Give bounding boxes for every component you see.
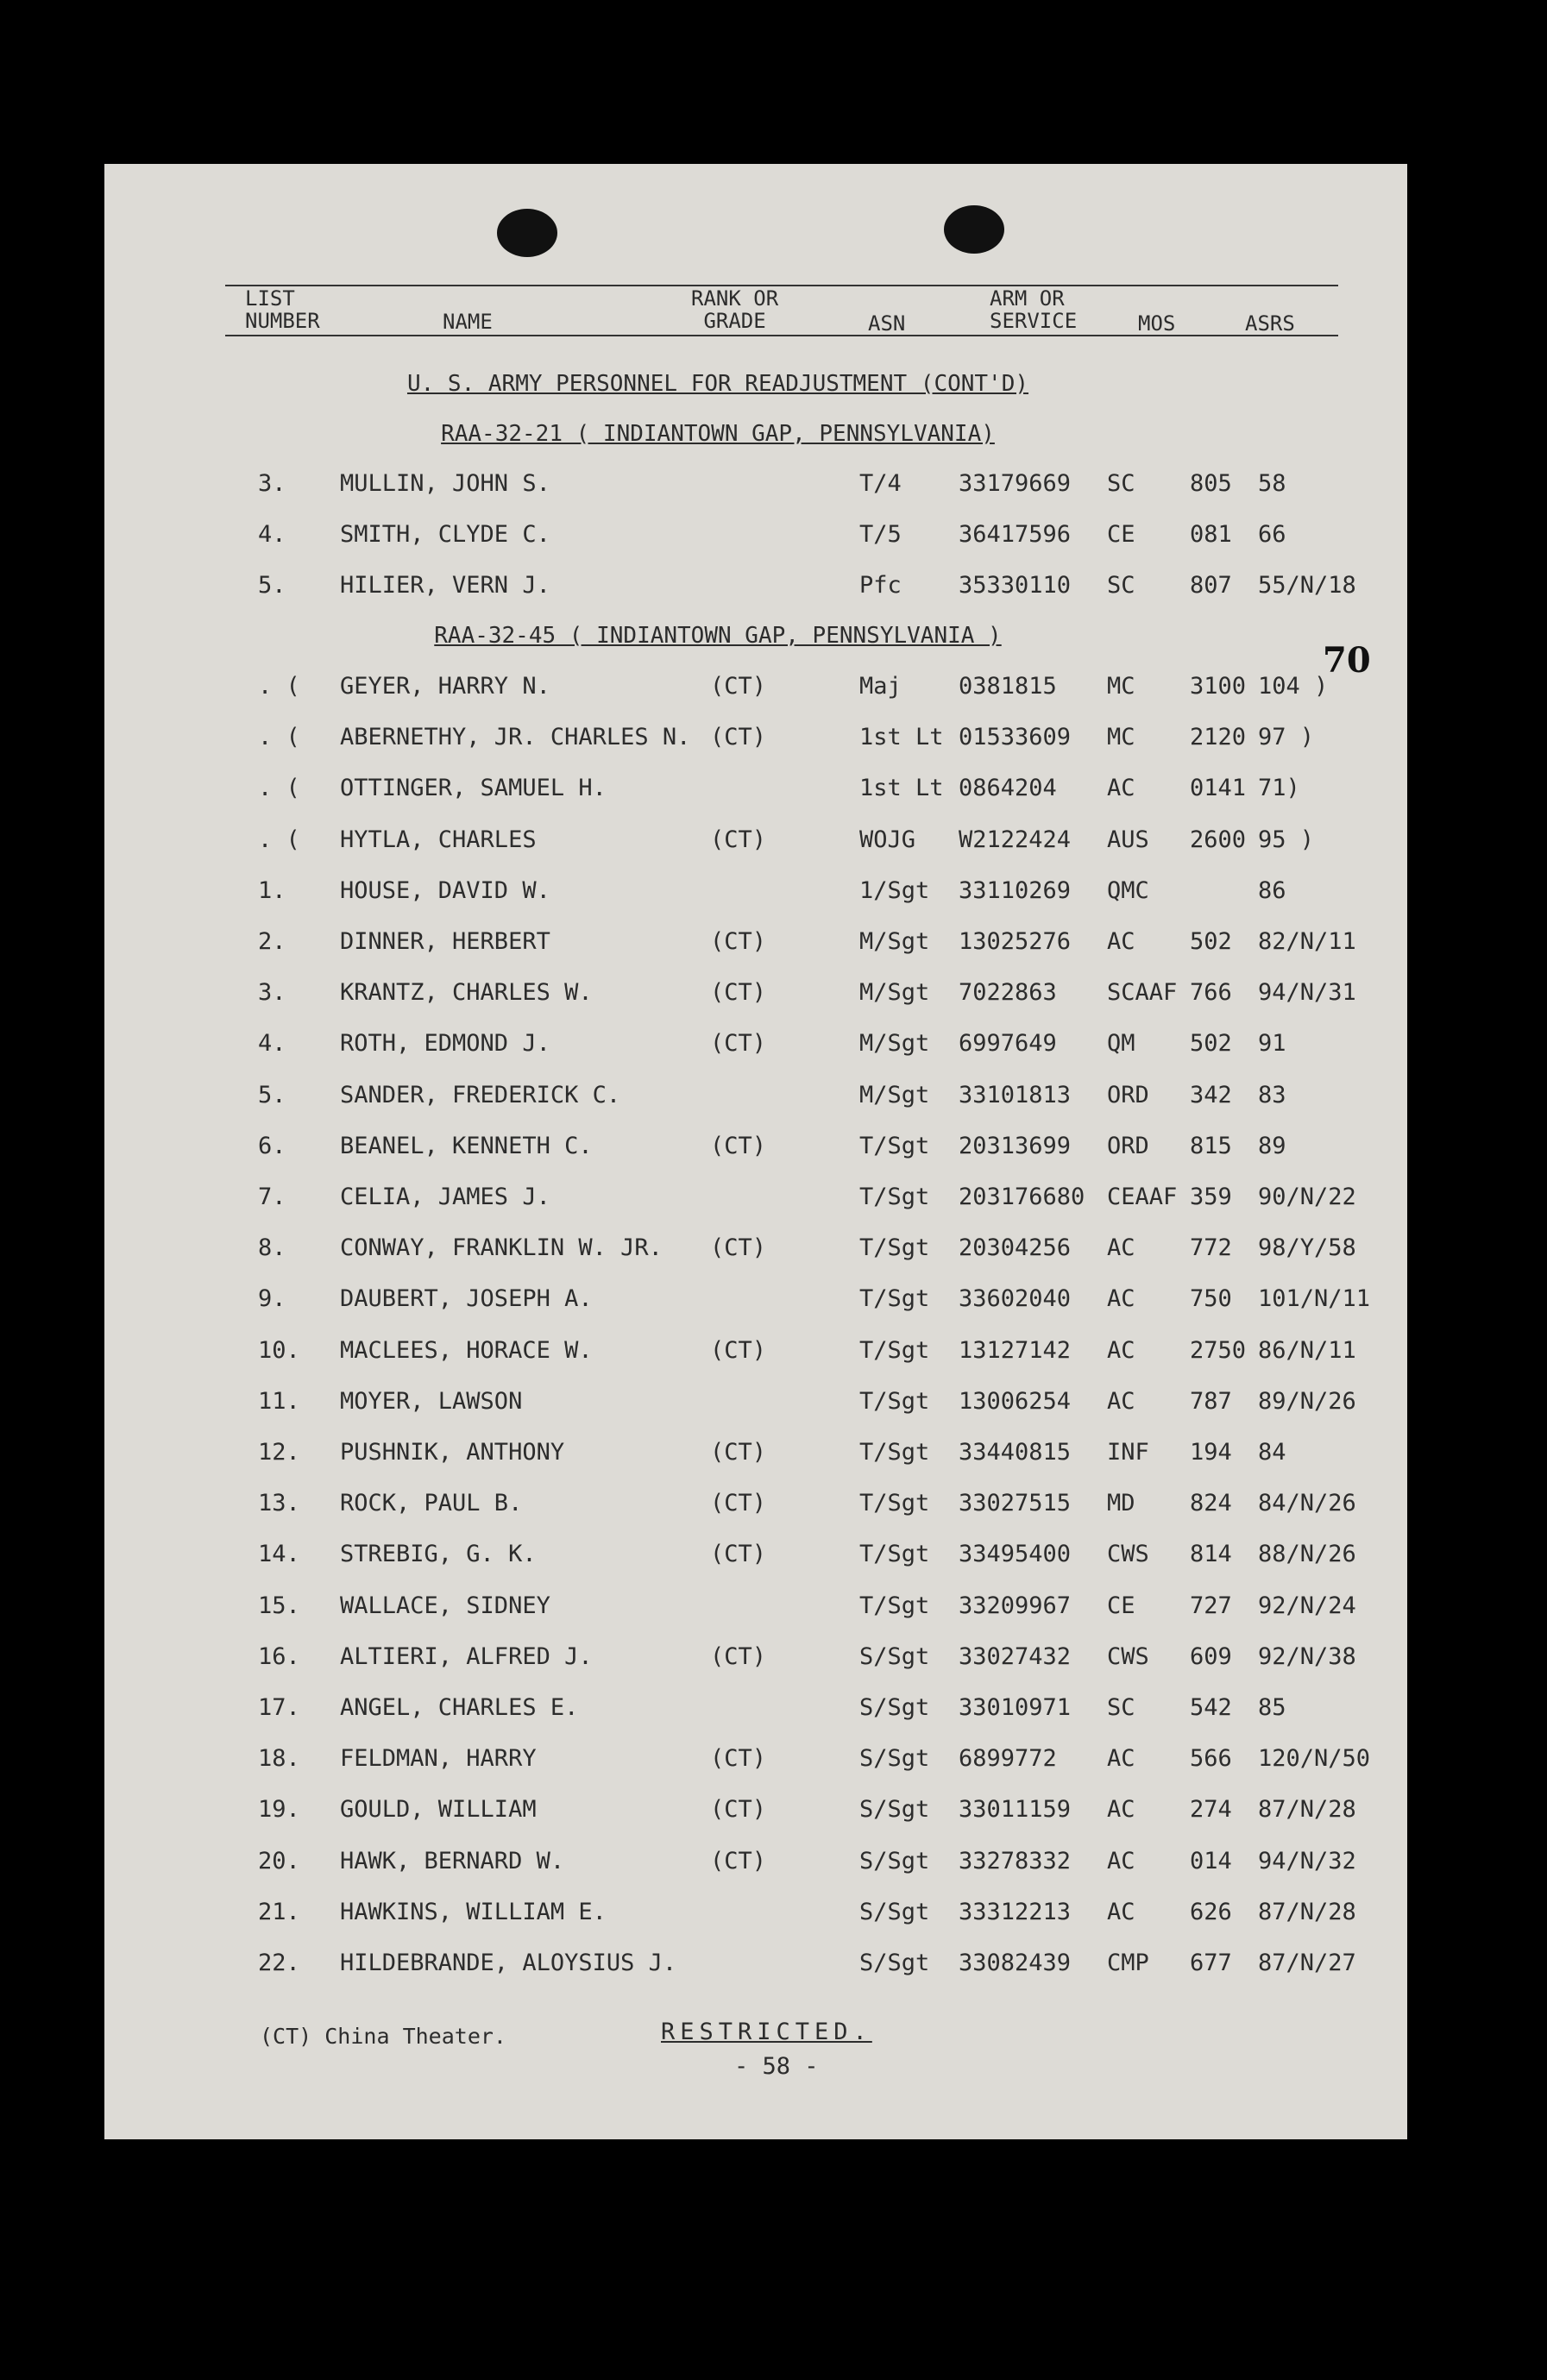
name-cell: CONWAY, FRANKLIN W. JR. — [340, 1234, 663, 1262]
arm-or-service-cell: AC — [1107, 1234, 1135, 1262]
grade-cell: T/Sgt — [859, 1285, 930, 1313]
list-number-cell: 21. — [258, 1898, 300, 1925]
mos-cell: 3100 — [1190, 673, 1247, 700]
grade-cell: M/Sgt — [859, 928, 930, 955]
arm-or-service-cell: AUS — [1107, 826, 1149, 853]
asn-cell: 33110269 — [959, 876, 1072, 904]
asn-cell: 33312213 — [959, 1898, 1072, 1925]
header-arm-label: ARM OR — [990, 286, 1065, 311]
mos-cell: 677 — [1190, 1950, 1232, 1976]
list-number-cell: 17. — [258, 1694, 300, 1721]
name-cell: DAUBERT, JOSEPH A. — [340, 1285, 593, 1313]
name-cell: FELDMAN, HARRY — [340, 1745, 537, 1773]
grade-cell: M/Sgt — [859, 1081, 930, 1108]
ct-marker-cell: (CT) — [710, 1796, 767, 1824]
arm-or-service-cell: SCAAF — [1107, 979, 1178, 1007]
asrs-cell: 86 — [1258, 876, 1286, 904]
arm-or-service-cell: AC — [1107, 1847, 1135, 1874]
asn-cell: 33011159 — [959, 1796, 1072, 1824]
name-cell: HYTLA, CHARLES — [340, 826, 537, 853]
asrs-cell: 94/N/31 — [1258, 979, 1356, 1007]
page-number: - 58 - — [734, 2053, 819, 2080]
name-cell: ROCK, PAUL B. — [340, 1490, 523, 1517]
header-list-number — [245, 287, 320, 332]
grade-cell: M/Sgt — [859, 979, 930, 1007]
asrs-cell: 84 — [1258, 1439, 1286, 1466]
list-number-cell: 8. — [258, 1234, 286, 1262]
asrs-cell: 97 ) — [1258, 724, 1315, 751]
arm-or-service-cell: AC — [1107, 1387, 1135, 1415]
table-row — [104, 775, 1407, 813]
table-row — [104, 1592, 1407, 1630]
name-cell: HILDEBRANDE, ALOYSIUS J. — [340, 1950, 677, 1976]
arm-or-service-cell: ORD — [1107, 1081, 1149, 1108]
table-row — [104, 1541, 1407, 1579]
punch-hole-right — [944, 205, 1004, 254]
asn-cell: 20313699 — [959, 1132, 1072, 1159]
asn-cell: 20304256 — [959, 1234, 1072, 1262]
mos-cell: 502 — [1190, 1030, 1232, 1058]
header-asn: ASN — [868, 311, 906, 336]
section-title-raa-32-45: RAA-32-45 ( INDIANTOWN GAP, PENNSYLVANIA ) — [434, 623, 1002, 649]
mos-cell: 081 — [1190, 521, 1232, 548]
table-row — [104, 1082, 1407, 1120]
grade-cell: T/Sgt — [859, 1490, 930, 1517]
table-row — [104, 1439, 1407, 1477]
arm-or-service-cell: SC — [1107, 470, 1135, 497]
asrs-cell: 90/N/22 — [1258, 1184, 1356, 1210]
ct-marker-cell: (CT) — [710, 928, 767, 955]
mos-cell: 2750 — [1190, 1336, 1247, 1364]
asn-cell: 33495400 — [959, 1541, 1072, 1568]
name-cell: DINNER, HERBERT — [340, 928, 550, 955]
arm-or-service-cell: ORD — [1107, 1132, 1149, 1159]
list-number-cell: 7. — [258, 1184, 286, 1210]
list-number-cell: 11. — [258, 1387, 300, 1415]
mos-cell: 772 — [1190, 1234, 1232, 1262]
grade-cell: S/Sgt — [859, 1898, 930, 1925]
grade-cell: Pfc — [859, 572, 902, 599]
grade-cell: T/4 — [859, 470, 902, 497]
grade-cell: S/Sgt — [859, 1950, 930, 1976]
mos-cell: 542 — [1190, 1694, 1232, 1721]
table-row — [104, 928, 1407, 966]
name-cell: ABERNETHY, JR. CHARLES N. — [340, 724, 691, 751]
table-row — [104, 1950, 1407, 1988]
list-number-cell: 18. — [258, 1745, 300, 1773]
asrs-cell: 94/N/32 — [1258, 1847, 1356, 1874]
list-number-cell: . ( — [258, 826, 300, 853]
grade-cell: M/Sgt — [859, 1030, 930, 1058]
grade-cell: T/Sgt — [859, 1234, 930, 1262]
list-number-cell: . ( — [258, 724, 300, 751]
name-cell: CELIA, JAMES J. — [340, 1184, 550, 1210]
asn-cell: 6899772 — [959, 1745, 1057, 1773]
name-cell: ROTH, EDMOND J. — [340, 1030, 550, 1058]
arm-or-service-cell: MD — [1107, 1490, 1135, 1517]
ct-marker-cell: (CT) — [710, 1234, 767, 1262]
asrs-cell: 92/N/24 — [1258, 1592, 1356, 1619]
mos-cell: 342 — [1190, 1081, 1232, 1108]
grade-cell: 1st Lt — [859, 724, 944, 751]
asrs-cell: 91 — [1258, 1030, 1286, 1058]
asrs-cell: 58 — [1258, 470, 1286, 497]
name-cell: ALTIERI, ALFRED J. — [340, 1642, 593, 1670]
mos-cell: 766 — [1190, 979, 1232, 1007]
table-row — [104, 1030, 1407, 1068]
asrs-cell: 87/N/28 — [1258, 1796, 1356, 1824]
header-name: NAME — [443, 310, 493, 334]
grade-cell: S/Sgt — [859, 1694, 930, 1721]
list-number-cell: 4. — [258, 521, 286, 548]
ct-marker-cell: (CT) — [710, 1030, 767, 1058]
asn-cell: 203176680 — [959, 1184, 1085, 1210]
list-number-cell: 5. — [258, 1081, 286, 1108]
asrs-cell: 120/N/50 — [1258, 1745, 1371, 1773]
asn-cell: 13127142 — [959, 1336, 1072, 1364]
list-number-cell: 6. — [258, 1132, 286, 1159]
name-cell: PUSHNIK, ANTHONY — [340, 1439, 565, 1466]
name-cell: MACLEES, HORACE W. — [340, 1336, 593, 1364]
asrs-cell: 95 ) — [1258, 826, 1315, 853]
grade-cell: T/Sgt — [859, 1541, 930, 1568]
mos-cell: 194 — [1190, 1439, 1232, 1466]
table-row — [104, 877, 1407, 915]
ct-marker-cell: (CT) — [710, 673, 767, 700]
list-number-cell: 19. — [258, 1796, 300, 1824]
mos-cell: 807 — [1190, 572, 1232, 599]
mos-cell: 0141 — [1190, 775, 1247, 802]
name-cell: HILIER, VERN J. — [340, 572, 550, 599]
arm-or-service-cell: QMC — [1107, 876, 1149, 904]
asn-cell: 36417596 — [959, 521, 1072, 548]
list-number-cell: 10. — [258, 1336, 300, 1364]
table-row — [104, 1388, 1407, 1426]
asrs-cell: 98/Y/58 — [1258, 1234, 1356, 1262]
asrs-cell: 85 — [1258, 1694, 1286, 1721]
asn-cell: 01533609 — [959, 724, 1072, 751]
list-number-cell: 13. — [258, 1490, 300, 1517]
restricted-marking: RESTRICTED. — [661, 2019, 872, 2045]
asrs-cell: 86/N/11 — [1258, 1336, 1356, 1364]
list-number-cell: 5. — [258, 572, 286, 599]
name-cell: MULLIN, JOHN S. — [340, 470, 550, 497]
mos-cell: 014 — [1190, 1847, 1232, 1874]
footnote: (CT) China Theater. — [260, 2024, 506, 2049]
table-row — [104, 826, 1407, 864]
mos-cell: 814 — [1190, 1541, 1232, 1568]
asn-cell: 33010971 — [959, 1694, 1072, 1721]
asn-cell: 33278332 — [959, 1847, 1072, 1874]
arm-or-service-cell: SC — [1107, 572, 1135, 599]
asrs-cell: 87/N/27 — [1258, 1950, 1356, 1976]
header-arm-or-service — [990, 287, 1077, 332]
table-row — [104, 1133, 1407, 1171]
grade-cell: S/Sgt — [859, 1796, 930, 1824]
arm-or-service-cell: AC — [1107, 1745, 1135, 1773]
punch-hole-left — [497, 209, 557, 257]
arm-or-service-cell: CE — [1107, 521, 1135, 548]
grade-cell: T/Sgt — [859, 1132, 930, 1159]
asn-cell: 0864204 — [959, 775, 1057, 802]
arm-or-service-cell: AC — [1107, 1898, 1135, 1925]
asn-cell: 33440815 — [959, 1439, 1072, 1466]
mos-cell: 359 — [1190, 1184, 1232, 1210]
arm-or-service-cell: CWS — [1107, 1541, 1149, 1568]
mos-cell: 502 — [1190, 928, 1232, 955]
grade-cell: T/Sgt — [859, 1387, 930, 1415]
arm-or-service-cell: AC — [1107, 1285, 1135, 1313]
mos-cell: 566 — [1190, 1745, 1232, 1773]
grade-cell: T/Sgt — [859, 1592, 930, 1619]
list-number-cell: 2. — [258, 928, 286, 955]
name-cell: GOULD, WILLIAM — [340, 1796, 537, 1824]
asn-cell: 33101813 — [959, 1081, 1072, 1108]
asrs-cell: 101/N/11 — [1258, 1285, 1371, 1313]
name-cell: HAWK, BERNARD W. — [340, 1847, 565, 1874]
table-row — [104, 1490, 1407, 1528]
mos-cell: 750 — [1190, 1285, 1232, 1313]
ct-marker-cell: (CT) — [710, 1745, 767, 1773]
ct-marker-cell: (CT) — [710, 1490, 767, 1517]
ct-marker-cell: (CT) — [710, 979, 767, 1007]
grade-cell: T/Sgt — [859, 1439, 930, 1466]
asn-cell: 0381815 — [959, 673, 1057, 700]
name-cell: OTTINGER, SAMUEL H. — [340, 775, 607, 802]
arm-or-service-cell: CEAAF — [1107, 1184, 1178, 1210]
asrs-cell: 89 — [1258, 1132, 1286, 1159]
asn-cell: 33082439 — [959, 1950, 1072, 1976]
list-number-cell: 22. — [258, 1950, 300, 1976]
grade-cell: Maj — [859, 673, 902, 700]
mos-cell: 626 — [1190, 1898, 1232, 1925]
name-cell: BEANEL, KENNETH C. — [340, 1132, 593, 1159]
arm-or-service-cell: SC — [1107, 1694, 1135, 1721]
table-row — [104, 1796, 1407, 1834]
asn-cell: 7022863 — [959, 979, 1057, 1007]
mos-cell: 2120 — [1190, 724, 1247, 751]
name-cell: SMITH, CLYDE C. — [340, 521, 550, 548]
asrs-cell: 88/N/26 — [1258, 1541, 1356, 1568]
table-row — [104, 1899, 1407, 1937]
arm-or-service-cell: CWS — [1107, 1642, 1149, 1670]
table-row — [104, 1848, 1407, 1886]
ct-marker-cell: (CT) — [710, 1439, 767, 1466]
name-cell: ANGEL, CHARLES E. — [340, 1694, 579, 1721]
arm-or-service-cell: MC — [1107, 673, 1135, 700]
header-mos: MOS — [1138, 311, 1176, 336]
list-number-cell: 4. — [258, 1030, 286, 1058]
mos-cell: 2600 — [1190, 826, 1247, 853]
header-rank-label: RANK OR — [691, 286, 779, 311]
mos-cell: 727 — [1190, 1592, 1232, 1619]
list-number-cell: 12. — [258, 1439, 300, 1466]
asn-cell: 13025276 — [959, 928, 1072, 955]
stamp-number: 70 — [1323, 640, 1371, 681]
list-number-cell: . ( — [258, 775, 300, 802]
grade-cell: 1/Sgt — [859, 876, 930, 904]
ct-marker-cell: (CT) — [710, 1541, 767, 1568]
table-row — [104, 979, 1407, 1017]
header-top-rule — [225, 285, 1338, 286]
header-rank-or-grade — [691, 287, 778, 332]
asrs-cell: 55/N/18 — [1258, 572, 1356, 599]
arm-or-service-cell: CMP — [1107, 1950, 1149, 1976]
asrs-cell: 84/N/26 — [1258, 1490, 1356, 1517]
asrs-cell: 104 ) — [1258, 673, 1329, 700]
ct-marker-cell: (CT) — [710, 826, 767, 853]
arm-or-service-cell: AC — [1107, 928, 1135, 955]
arm-or-service-cell: INF — [1107, 1439, 1149, 1466]
header-list-label: LIST — [245, 286, 295, 311]
asn-cell: 33027432 — [959, 1642, 1072, 1670]
asrs-cell: 71) — [1258, 775, 1300, 802]
mos-cell: 274 — [1190, 1796, 1232, 1824]
mos-cell: 805 — [1190, 470, 1232, 497]
asn-cell: 33209967 — [959, 1592, 1072, 1619]
document-title: U. S. ARMY PERSONNEL FOR READJUSTMENT (CONT'D) — [406, 371, 1029, 397]
table-row — [104, 1234, 1407, 1272]
mos-cell: 609 — [1190, 1642, 1232, 1670]
table-row — [104, 673, 1407, 711]
asn-cell: 13006254 — [959, 1387, 1072, 1415]
asrs-cell: 92/N/38 — [1258, 1642, 1356, 1670]
arm-or-service-cell: QM — [1107, 1030, 1135, 1058]
asn-cell: W2122424 — [959, 826, 1072, 853]
header-asrs: ASRS — [1245, 311, 1295, 336]
list-number-cell: 3. — [258, 470, 286, 497]
name-cell: KRANTZ, CHARLES W. — [340, 979, 593, 1007]
table-row — [104, 1643, 1407, 1681]
table-row — [104, 521, 1407, 559]
table-row — [104, 470, 1407, 508]
ct-marker-cell: (CT) — [710, 1847, 767, 1874]
list-number-cell: . ( — [258, 673, 300, 700]
grade-cell: S/Sgt — [859, 1642, 930, 1670]
list-number-cell: 20. — [258, 1847, 300, 1874]
name-cell: MOYER, LAWSON — [340, 1387, 523, 1415]
grade-cell: 1st Lt — [859, 775, 944, 802]
name-cell: SANDER, FREDERICK C. — [340, 1081, 621, 1108]
table-row — [104, 1745, 1407, 1783]
header-service-label: SERVICE — [990, 309, 1078, 333]
table-row — [104, 572, 1407, 610]
list-number-cell: 14. — [258, 1541, 300, 1568]
grade-cell: T/5 — [859, 521, 902, 548]
grade-cell: T/Sgt — [859, 1336, 930, 1364]
arm-or-service-cell: CE — [1107, 1592, 1135, 1619]
asrs-cell: 83 — [1258, 1081, 1286, 1108]
name-cell: STREBIG, G. K. — [340, 1541, 537, 1568]
asn-cell: 33027515 — [959, 1490, 1072, 1517]
section-title-raa-32-21: RAA-32-21 ( INDIANTOWN GAP, PENNSYLVANIA) — [441, 421, 995, 447]
arm-or-service-cell: AC — [1107, 775, 1135, 802]
asrs-cell: 87/N/28 — [1258, 1898, 1356, 1925]
table-row — [104, 724, 1407, 762]
arm-or-service-cell: MC — [1107, 724, 1135, 751]
asrs-cell: 66 — [1258, 521, 1286, 548]
asn-cell: 33602040 — [959, 1285, 1072, 1313]
list-number-cell: 16. — [258, 1642, 300, 1670]
mos-cell: 787 — [1190, 1387, 1232, 1415]
arm-or-service-cell: AC — [1107, 1336, 1135, 1364]
name-cell: HAWKINS, WILLIAM E. — [340, 1898, 607, 1925]
table-row — [104, 1337, 1407, 1375]
grade-cell: S/Sgt — [859, 1745, 930, 1773]
table-row — [104, 1184, 1407, 1221]
asn-cell: 33179669 — [959, 470, 1072, 497]
list-number-cell: 9. — [258, 1285, 286, 1313]
document-page — [104, 164, 1407, 2139]
arm-or-service-cell: AC — [1107, 1796, 1135, 1824]
ct-marker-cell: (CT) — [710, 1132, 767, 1159]
header-number-label: NUMBER — [245, 309, 320, 333]
table-row — [104, 1285, 1407, 1323]
asrs-cell: 82/N/11 — [1258, 928, 1356, 955]
list-number-cell: 1. — [258, 876, 286, 904]
grade-cell: T/Sgt — [859, 1184, 930, 1210]
asn-cell: 35330110 — [959, 572, 1072, 599]
asn-cell: 6997649 — [959, 1030, 1057, 1058]
ct-marker-cell: (CT) — [710, 1336, 767, 1364]
ct-marker-cell: (CT) — [710, 1642, 767, 1670]
name-cell: WALLACE, SIDNEY — [340, 1592, 550, 1619]
list-number-cell: 15. — [258, 1592, 300, 1619]
grade-cell: S/Sgt — [859, 1847, 930, 1874]
mos-cell: 815 — [1190, 1132, 1232, 1159]
table-row — [104, 1694, 1407, 1732]
header-grade-label: GRADE — [703, 309, 766, 333]
name-cell: GEYER, HARRY N. — [340, 673, 550, 700]
list-number-cell: 3. — [258, 979, 286, 1007]
name-cell: HOUSE, DAVID W. — [340, 876, 550, 904]
mos-cell: 824 — [1190, 1490, 1232, 1517]
asrs-cell: 89/N/26 — [1258, 1387, 1356, 1415]
grade-cell: WOJG — [859, 826, 916, 853]
ct-marker-cell: (CT) — [710, 724, 767, 751]
